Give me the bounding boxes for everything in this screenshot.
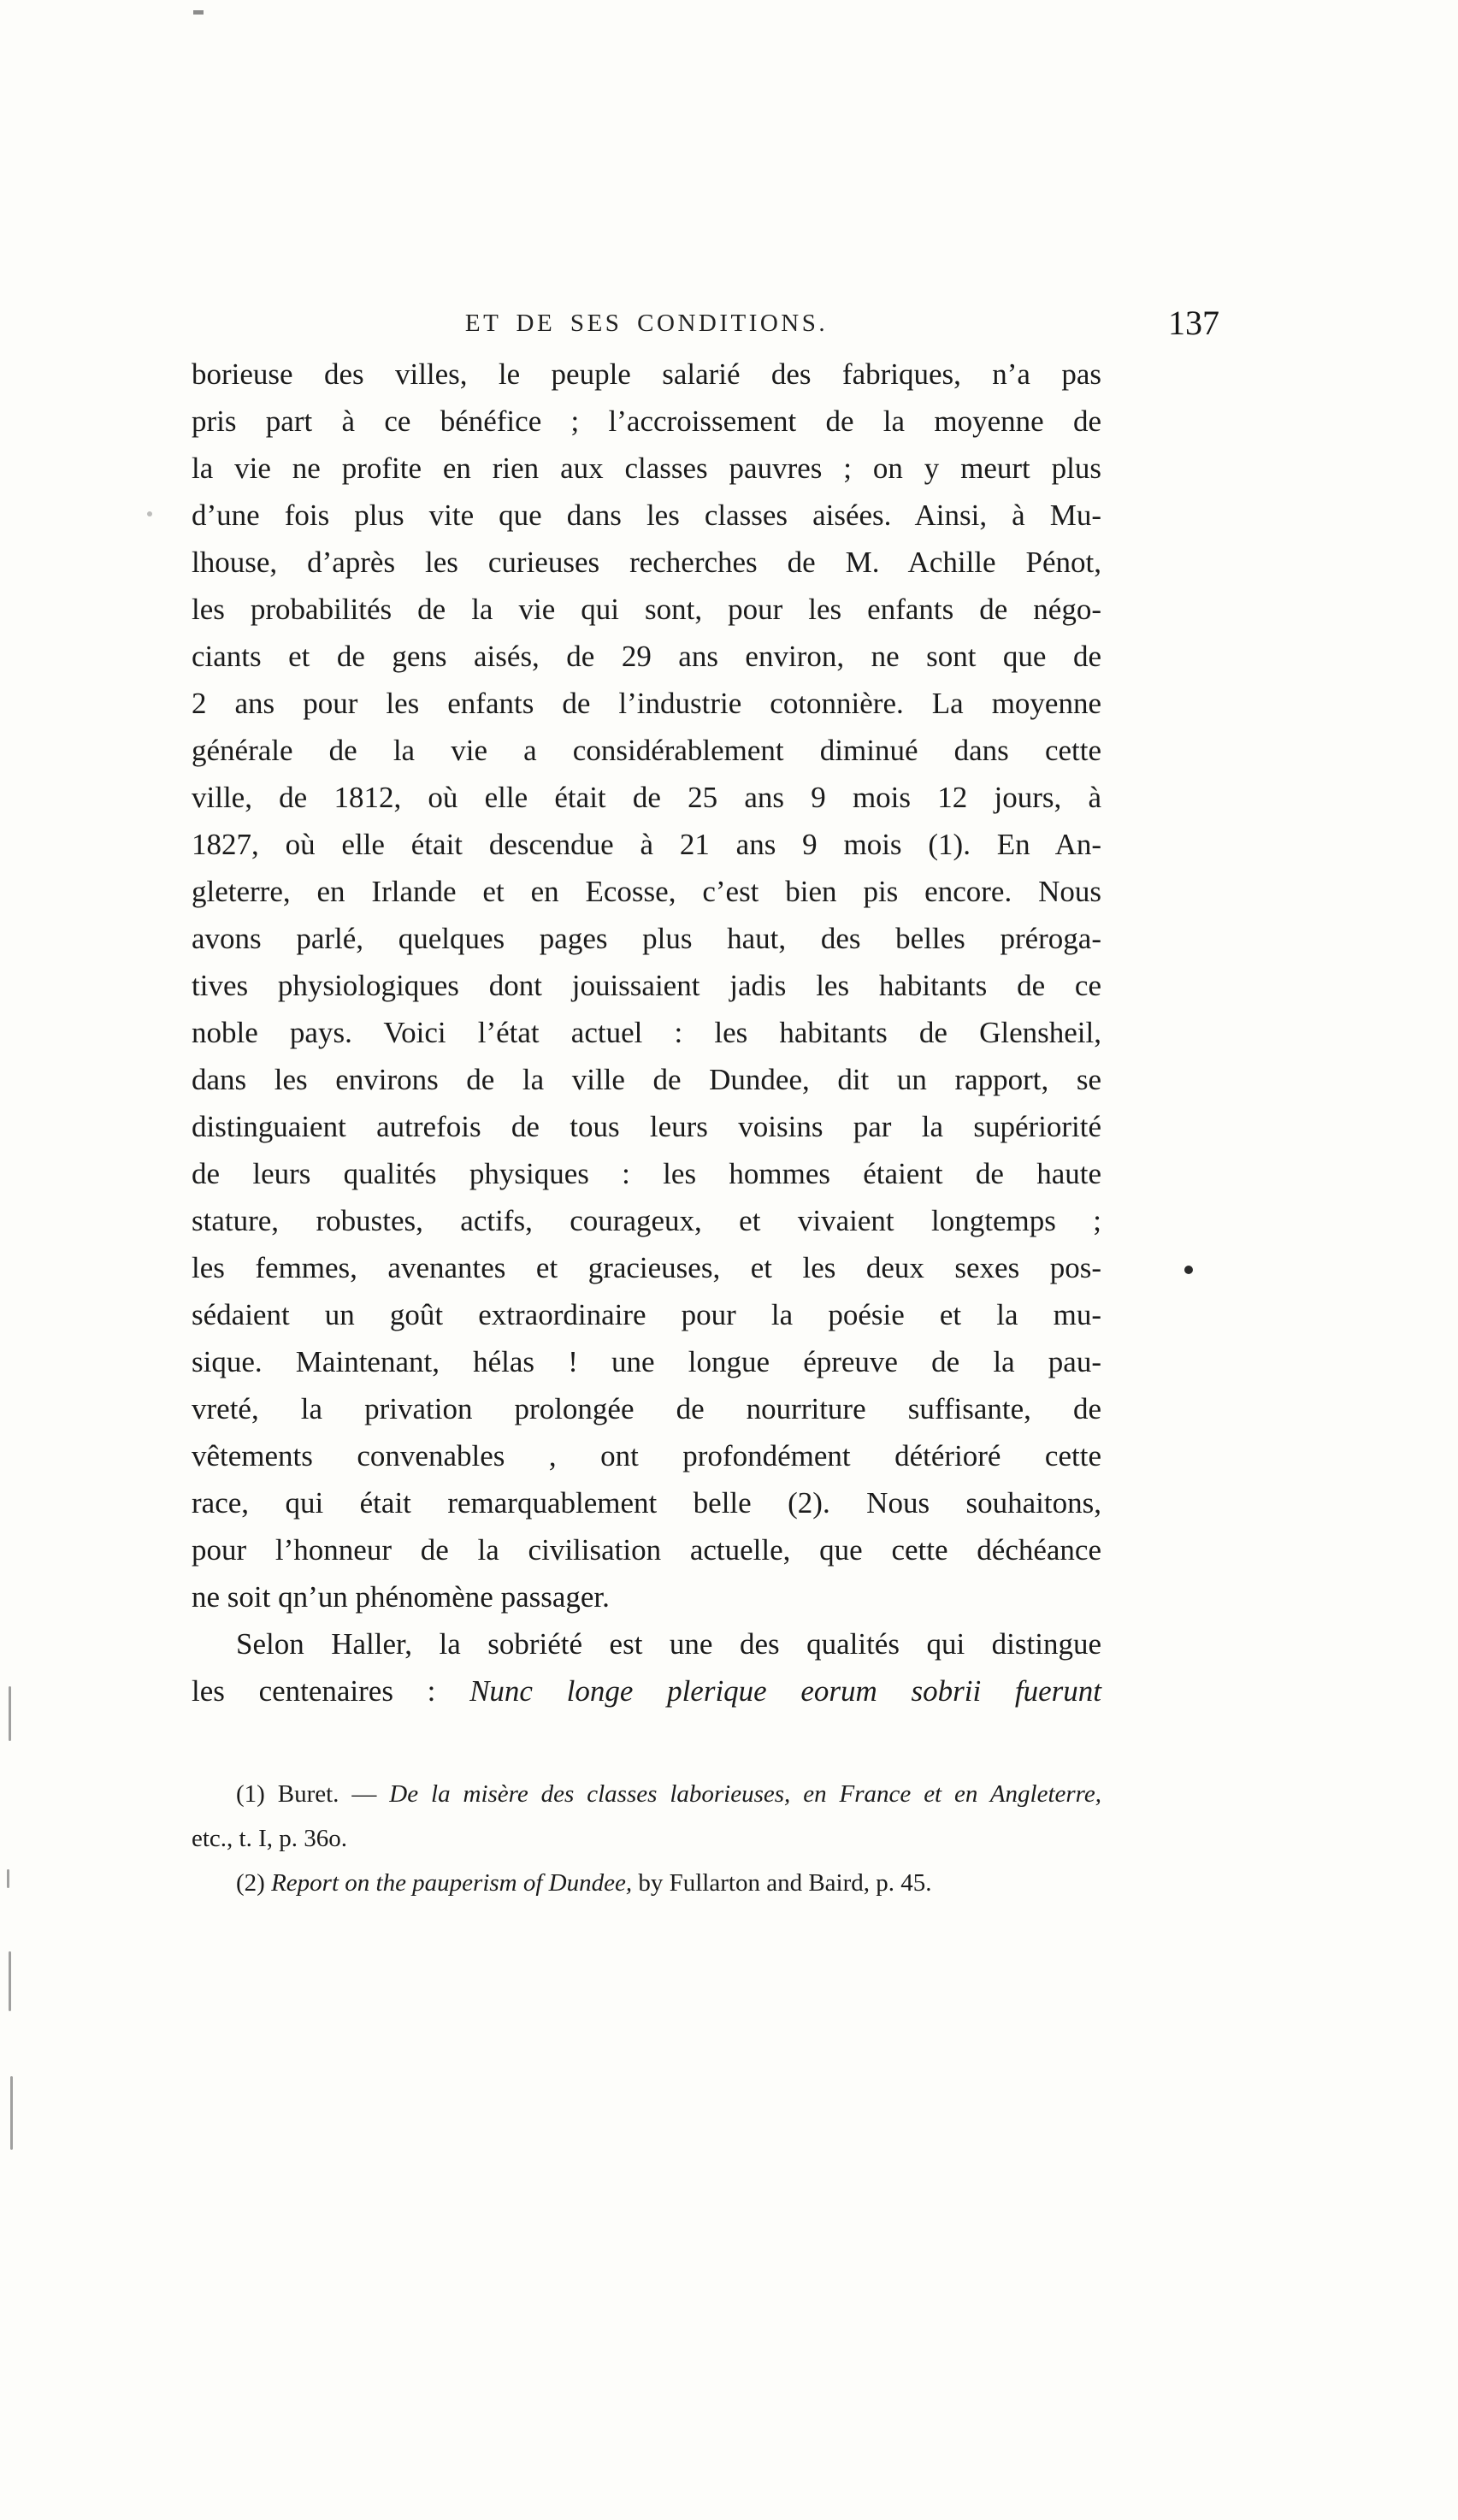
text-segment: distinguaient autrefois de tous leurs voisins par la supériorité [192,1110,1101,1143]
text-segment: sédaient un goût extraordinaire pour la poésie et la mu- [192,1298,1101,1331]
text-segment: ville, de 1812, où elle était de 25 ans 9 mois 12 jours, à [192,781,1101,814]
text-line [192,680,1101,727]
text-line [192,445,1101,492]
text-line [192,1772,1101,1816]
text-line [192,633,1101,680]
text-segment: Selon Haller, la sobriété est une des qualités qui distingue [236,1627,1101,1661]
text-segment: d’une fois plus vite que dans les classes aisées. Ainsi, à Mu- [192,499,1101,532]
text-segment: les centenaires : [192,1674,470,1708]
text-segment: générale de la vie a considérablement diminué dans cette [192,734,1101,767]
text-line [192,492,1101,539]
text-line [192,821,1101,868]
text-line [192,774,1101,821]
text-line [192,1526,1101,1573]
text-line [192,1291,1101,1338]
text-line [192,398,1101,445]
text-segment: pour l’honneur de la civilisation actuelle, que cette déchéance [192,1533,1101,1567]
text-line [192,1103,1101,1150]
page-number: 137 [1168,304,1219,342]
text-segment: stature, robustes, actifs, courageux, et vivaient longtemps ; [192,1204,1101,1237]
text-segment: ciants et de gens aisés, de 29 ans environ, ne sont que de [192,640,1101,673]
text-line [192,351,1101,398]
text-segment: dans les environs de la ville de Dundee, dit un rapport, se [192,1063,1101,1096]
text-segment: ne soit qn’un phénomène passager. [192,1580,610,1614]
footnotes [192,1772,1101,1905]
scan-artifact-speck [147,511,152,516]
text-line [192,1479,1101,1526]
text-segment: les probabilités de la vie qui sont, pour les enfants de négo- [192,593,1101,626]
text-line [192,1009,1101,1056]
text-line [192,1620,1101,1667]
text-line [192,727,1101,774]
text-line [192,1573,1101,1620]
text-line [192,1816,1101,1861]
text-segment: borieuse des villes, le peuple salarié des fabriques, n’a pas [192,357,1101,391]
page-header [192,304,1219,354]
text-segment: avons parlé, quelques pages plus haut, des belles préroga- [192,922,1101,955]
text-line [192,1056,1101,1103]
scan-artifact-margin-mark [9,1686,11,1741]
scan-artifact-margin-mark [7,1869,9,1888]
italic-text-segment: De la misère des classes laborieuses, en France et en Angleterre, [389,1780,1102,1808]
text-line [192,1338,1101,1385]
text-line [192,1432,1101,1479]
text-segment: 1827, où elle était descendue à 21 ans 9 mois (1). En An- [192,828,1101,861]
text-segment: vreté, la privation prolongée de nourriture suffisante, de [192,1392,1101,1425]
text-line [192,962,1101,1009]
italic-text-segment: Nunc longe plerique eorum sobrii fuerunt [469,1674,1101,1708]
scan-artifact-margin-mark [9,1951,11,2011]
text-segment: les femmes, avenantes et gracieuses, et les deux sexes pos- [192,1251,1101,1284]
text-segment: sique. Maintenant, hélas ! une longue épreuve de la pau- [192,1345,1101,1378]
text-segment: race, qui était remarquablement belle (2). Nous souhaitons, [192,1486,1101,1520]
text-segment: (1) Buret. — [236,1780,390,1808]
text-line [192,915,1101,962]
scan-artifact-speck [193,10,204,15]
text-line [192,1385,1101,1432]
text-line [192,1197,1101,1244]
text-segment: vêtements convenables , ont profondément détérioré cette [192,1439,1101,1472]
text-segment: de leurs qualités physiques : les hommes étaient de haute [192,1157,1101,1190]
text-segment: la vie ne profite en rien aux classes pauvres ; on y meurt plus [192,451,1101,485]
text-line [192,1667,1101,1714]
italic-text-segment: Report on the pauperism of Dundee, [271,1869,633,1897]
text-line [192,868,1101,915]
text-segment: etc., t. I, p. 36o. [192,1825,348,1852]
scan-artifact-dot [1184,1266,1193,1274]
text-line [192,586,1101,633]
text-segment: gleterre, en Irlande et en Ecosse, c’est bien pis encore. Nous [192,875,1101,908]
text-line [192,1150,1101,1197]
text-line [192,1861,1101,1905]
text-segment: (2) [236,1869,272,1897]
body-text [192,351,1101,1714]
text-segment: lhouse, d’après les curieuses recherches de M. Achille Pénot, [192,546,1101,579]
text-line [192,1244,1101,1291]
text-segment: by Fullarton and Baird, p. 45. [632,1869,932,1897]
text-segment: tives physiologiques dont jouissaient jadis les habitants de ce [192,969,1101,1002]
text-segment: noble pays. Voici l’état actuel : les habitants de Glensheil, [192,1016,1101,1049]
text-line [192,539,1101,586]
text-segment: 2 ans pour les enfants de l’industrie cotonnière. La moyenne [192,687,1101,720]
scan-artifact-margin-mark [10,2076,13,2150]
text-segment: pris part à ce bénéfice ; l’accroissement de la moyenne de [192,404,1101,438]
running-title: ET DE SES CONDITIONS. [464,310,829,337]
